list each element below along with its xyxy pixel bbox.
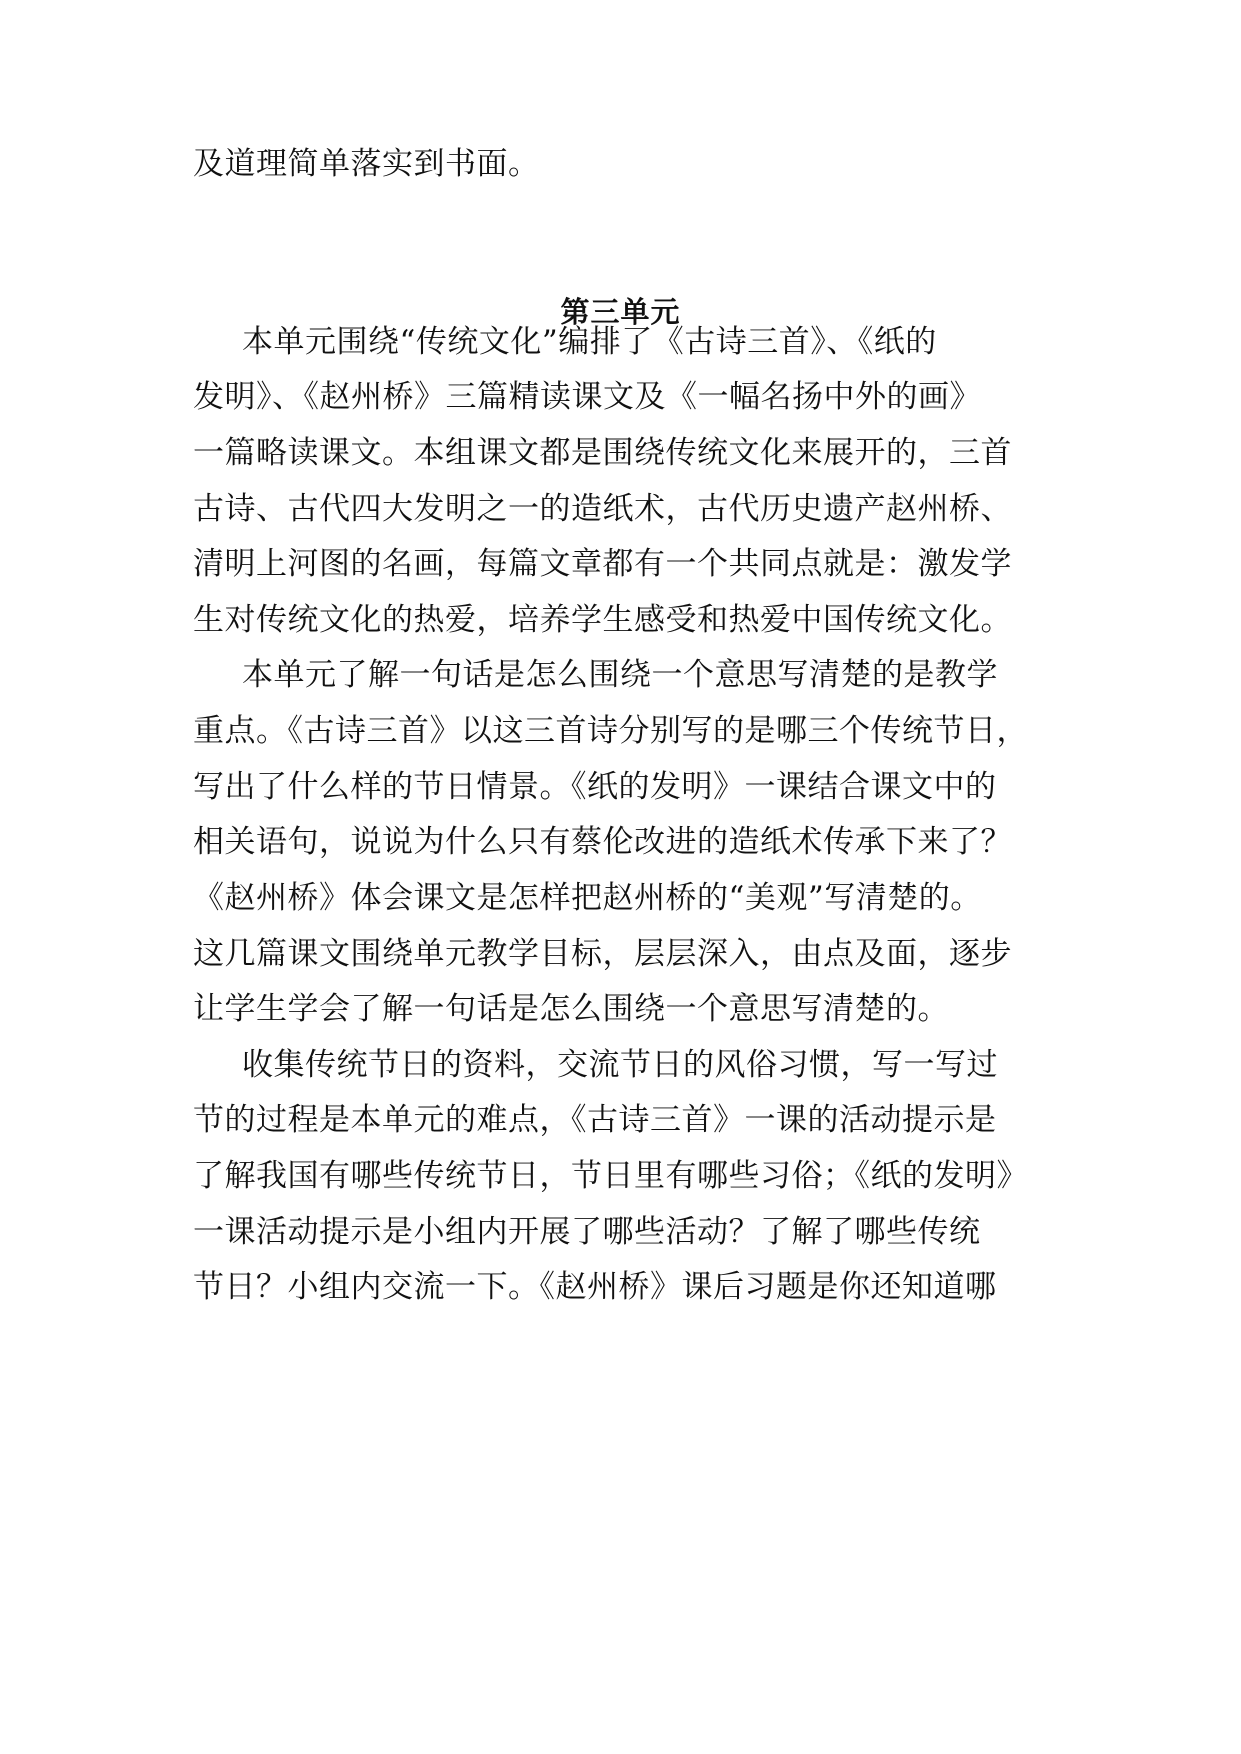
paragraph-line: 写出了什么样的节日情景。《纸的发明》一课结合课文中的 xyxy=(193,769,997,805)
paragraph-line: 相关语句，说说为什么只有蔡伦改进的造纸术传承下来了？ xyxy=(193,824,1012,860)
paragraph-line: 节的过程是本单元的难点，《古诗三首》一课的活动提示是 xyxy=(193,1102,997,1138)
paragraph-line: 重点。《古诗三首》以这三首诗分别写的是哪三个传统节日， xyxy=(193,713,1028,749)
paragraph-line: 古诗、古代四大发明之一的造纸术，古代历史遗产赵州桥、 xyxy=(193,491,1012,527)
paragraph-line: 这几篇课文围绕单元教学目标，层层深入，由点及面，逐步 xyxy=(193,936,1012,972)
paragraph-line: 一课活动提示是小组内开展了哪些活动？了解了哪些传统 xyxy=(193,1214,981,1250)
paragraph-line: 节日？小组内交流一下。《赵州桥》课后习题是你还知道哪 xyxy=(193,1269,997,1305)
paragraph-line: 收集传统节日的资料，交流节日的风俗习惯，写一写过 xyxy=(242,1047,998,1083)
section-title: 第三单元 xyxy=(560,295,681,329)
paragraph-line: 本单元了解一句话是怎么围绕一个意思写清楚的是教学 xyxy=(242,657,998,693)
paragraph-line: 《赵州桥》体会课文是怎样把赵州桥的“美观”写清楚的。 xyxy=(193,880,982,916)
paragraph-line: 让学生学会了解一句话是怎么围绕一个意思写清楚的。 xyxy=(193,991,949,1027)
paragraph-line: 一篇略读课文。本组课文都是围绕传统文化来展开的，三首 xyxy=(193,435,1012,471)
paragraph-line: 清明上河图的名画，每篇文章都有一个共同点就是：激发学 xyxy=(193,546,1012,582)
paragraph-line: 发明》、《赵州桥》三篇精读课文及《一幅名扬中外的画》 xyxy=(193,379,981,415)
paragraph-line: 本单元围绕“传统文化”编排了《古诗三首》、《纸的 xyxy=(242,324,937,360)
continuation-text: 及道理简单落实到书面。 xyxy=(193,146,540,182)
paragraph-line: 了解我国有哪些传统节日，节日里有哪些习俗；《纸的发明》 xyxy=(193,1158,1028,1194)
paragraph-line: 生对传统文化的热爱，培养学生感受和热爱中国传统文化。 xyxy=(193,602,1012,638)
